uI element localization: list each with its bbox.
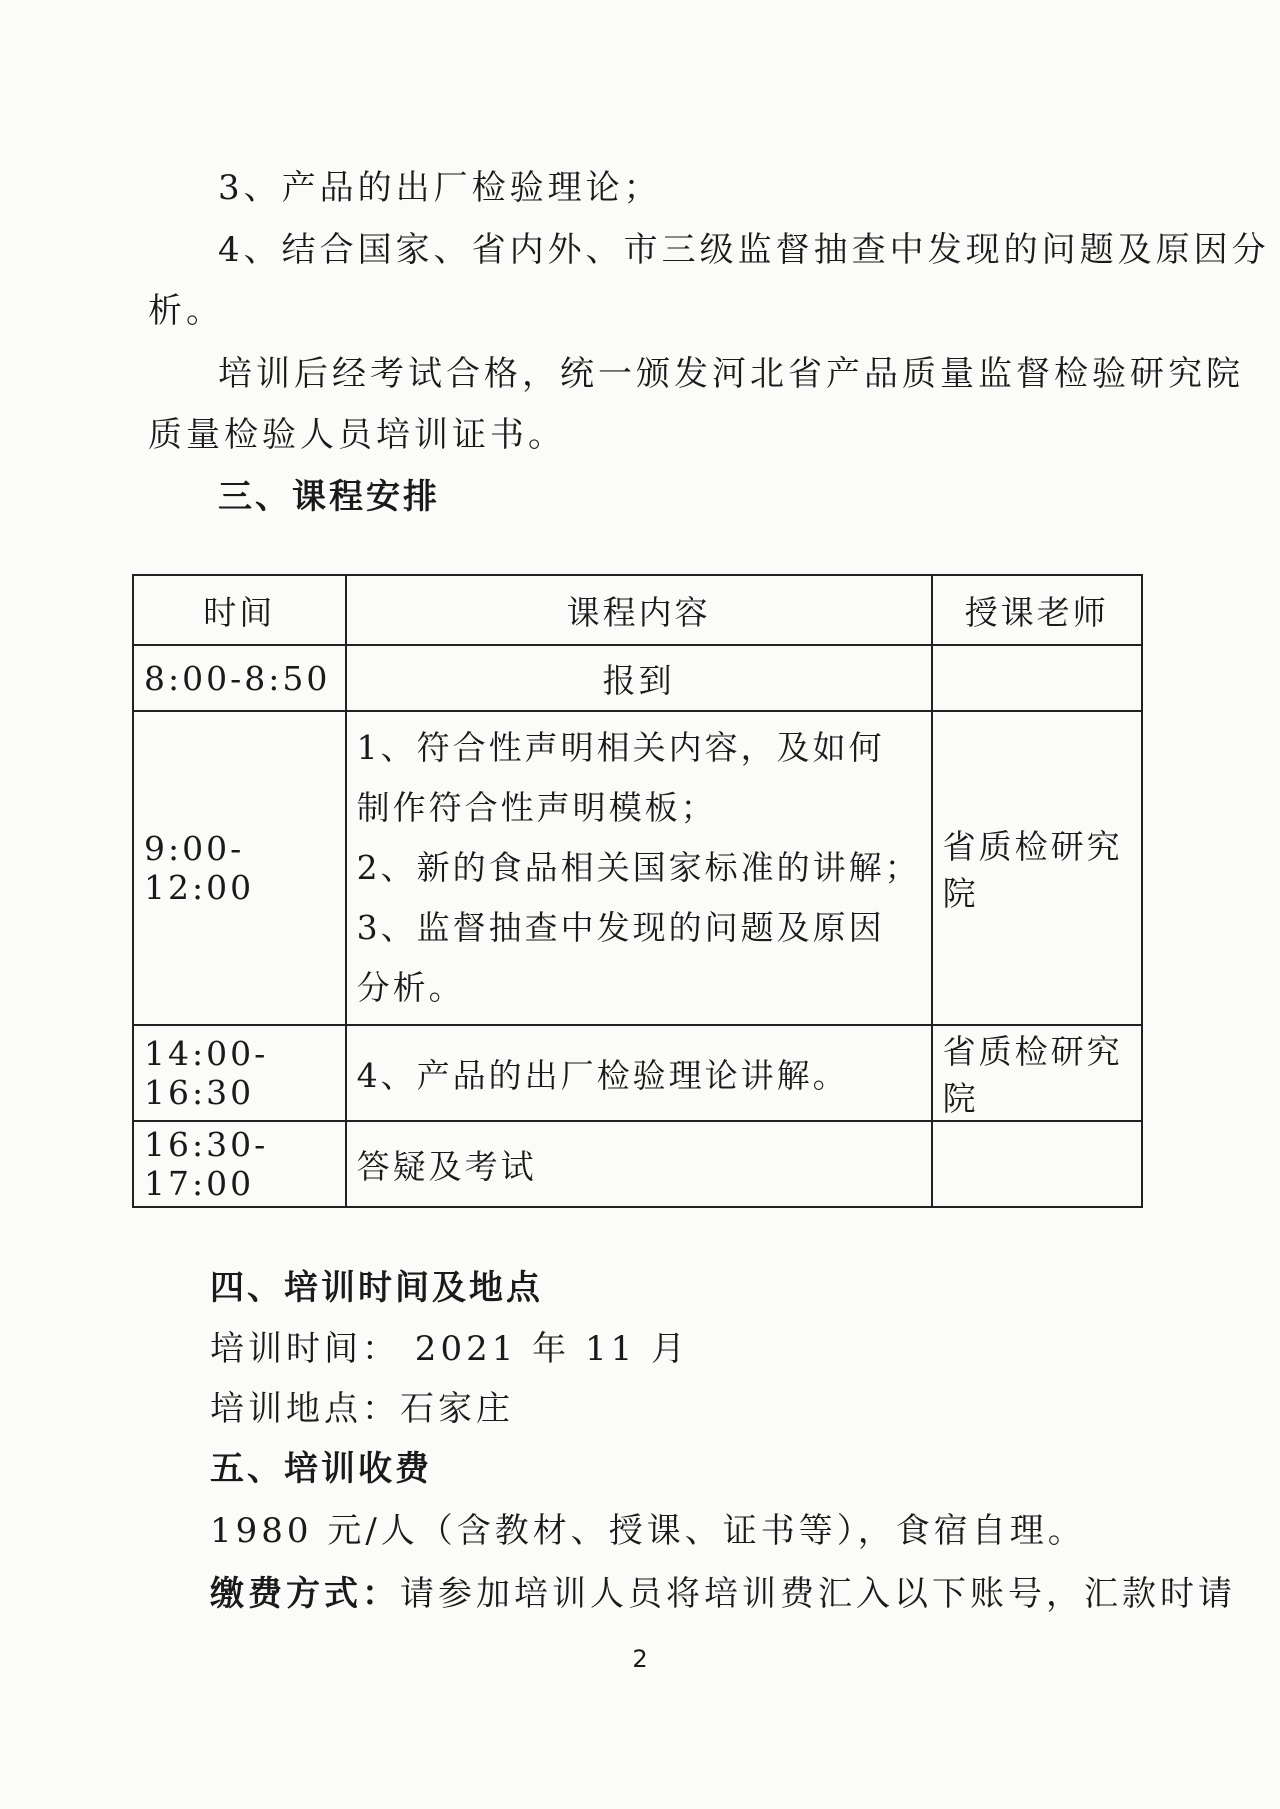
- payment-line: [210, 1563, 1236, 1625]
- training-place-line: 培训地点：石家庄: [210, 1389, 514, 1429]
- header-time: 时间: [133, 575, 346, 645]
- page-number: 2: [632, 1645, 648, 1673]
- schedule-table: [132, 574, 1143, 1208]
- row-teacher: 省质检研究院: [932, 1025, 1142, 1121]
- row-content: [346, 711, 932, 1025]
- row-content: 4、产品的出厂检验理论讲解。: [346, 1025, 932, 1121]
- section-4-heading: 四、培训时间及地点: [210, 1268, 543, 1308]
- row-teacher: [932, 645, 1142, 711]
- header-teacher: 授课老师: [932, 575, 1142, 645]
- certificate-line2: 质量检验人员培训证书。: [148, 415, 566, 455]
- row-teacher: 省质检研究院: [932, 711, 1142, 1025]
- payment-text: 请参加培训人员将培训费汇入以下账号，汇款时请: [400, 1574, 1236, 1614]
- row-time: 9:00-12:00: [133, 711, 346, 1025]
- content-line: 分析。: [356, 968, 465, 1007]
- table-row: [133, 1025, 1142, 1121]
- row-time: 8:00-8:50: [133, 645, 346, 711]
- row-time: 16:30-17:00: [133, 1121, 346, 1207]
- section-3-heading: 三、课程安排: [218, 477, 440, 517]
- item-3: 3、产品的出厂检验理论；: [218, 168, 662, 208]
- training-time-line: 培训时间： 2021 年 11 月: [210, 1329, 690, 1369]
- certificate-line1: 培训后经考试合格，统一颁发河北省产品质量监督检验研究院: [218, 354, 1244, 394]
- payment-label: 缴费方式：: [210, 1574, 400, 1614]
- row-content: 报到: [346, 645, 932, 711]
- table-header-row: [133, 575, 1142, 645]
- item-4-line2: 析。: [148, 291, 224, 331]
- row-teacher: [932, 1121, 1142, 1207]
- fee-line: 1980 元/人（含教材、授课、证书等），食宿自理。: [210, 1511, 1086, 1551]
- content-line: 2、新的食品相关国家标准的讲解；: [356, 848, 921, 887]
- row-time: 14:00-16:30: [133, 1025, 346, 1121]
- table-row: [133, 645, 1142, 711]
- section-5-heading: 五、培训收费: [210, 1449, 432, 1489]
- content-line: 制作符合性声明模板；: [356, 788, 717, 827]
- header-content: 课程内容: [346, 575, 932, 645]
- table-row: [133, 1121, 1142, 1207]
- content-line: 1、符合性声明相关内容，及如何: [356, 728, 885, 767]
- content-line: 3、监督抽查中发现的问题及原因: [356, 908, 885, 947]
- table-row: [133, 711, 1142, 1025]
- item-4-line1: 4、结合国家、省内外、市三级监督抽查中发现的问题及原因分: [218, 230, 1270, 270]
- row-content: 答疑及考试: [346, 1121, 932, 1207]
